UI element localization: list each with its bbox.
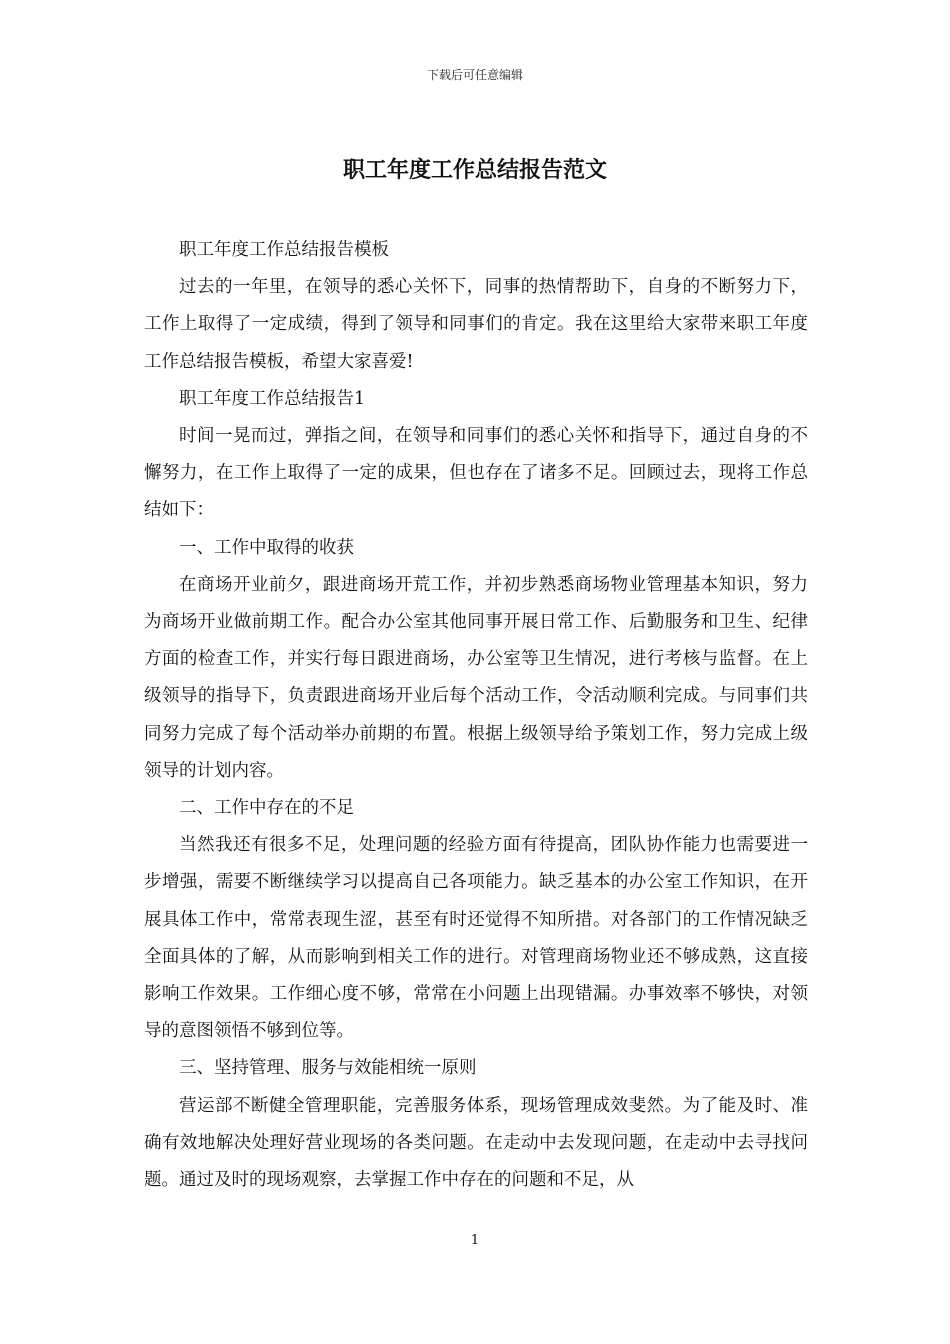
page-number: 1	[470, 1233, 480, 1248]
paragraph-report-heading: 职工年度工作总结报告1	[179, 388, 366, 409]
paragraph-intro: 过去的一年里，在领导的悉心关怀下，同事的热情帮助下，自身的不断努力下，工作上取得了一定成绩，得到了领导和同事们的肯定。我在这里给大家带来职工年度工作总结报告模板，希望大家喜爱!	[144, 277, 808, 372]
header-note: 下载后可任意编辑	[426, 68, 523, 82]
document-title: 职工年度工作总结报告范文	[342, 157, 607, 183]
paragraph-opening: 时间一晃而过，弹指之间，在领导和同事们的悉心关怀和指导下，通过自身的不懈努力，在工作上取得了一定的成果，但也存在了诸多不足。回顾过去，现将工作总结如下：	[144, 426, 808, 521]
document-body	[144, 232, 808, 1199]
section-heading-2: 二、工作中存在的不足	[179, 798, 354, 819]
paragraph-section-1: 在商场开业前夕，跟进商场开荒工作，并初步熟悉商场物业管理基本知识，努力为商场开业做前期工作。配合办公室其他同事开展日常工作、后勤服务和卫生、纪律方面的检查工作，并实行每日跟进商场，办公室等卫生情况，进行考核与监督。在上级领导的指导下，负责跟进商场开业后每个活动工作，令活动顺利完成。与同事们共同努力完成了每个活动举办前期的布置。根据上级领导给予策划工作，努力完成上级领导的计划内容。	[144, 574, 808, 781]
section-heading-1: 一、工作中取得的收获	[179, 537, 354, 558]
paragraph-section-3: 营运部不断健全管理职能，完善服务体系，现场管理成效斐然。为了能及时、准确有效地解决处理好营业现场的各类问题。在走动中去发现问题，在走动中去寻找问题。通过及时的现场观察，去掌握工作中存在的问题和不足，从	[144, 1095, 808, 1191]
section-heading-3: 三、坚持管理、服务与效能相统一原则	[179, 1058, 477, 1079]
paragraph-subtitle: 职工年度工作总结报告模板	[179, 240, 389, 260]
paragraph-section-2: 当然我还有很多不足，处理问题的经验方面有待提高，团队协作能力也需要进一步增强，需要不断继续学习以提高自己各项能力。缺乏基本的办公室工作知识，在开展具体工作中，常常表现生涩，甚至有时还觉得不知所措。对各部门的工作情况缺乏全面具体的了解，从而影响到相关工作的进行。对管理商场物业还不够成熟，这直接影响工作效果。工作细心度不够，常常在小问题上出现错漏。办事效率不够快，对领导的意图领悟不够到位等。	[144, 835, 808, 1042]
